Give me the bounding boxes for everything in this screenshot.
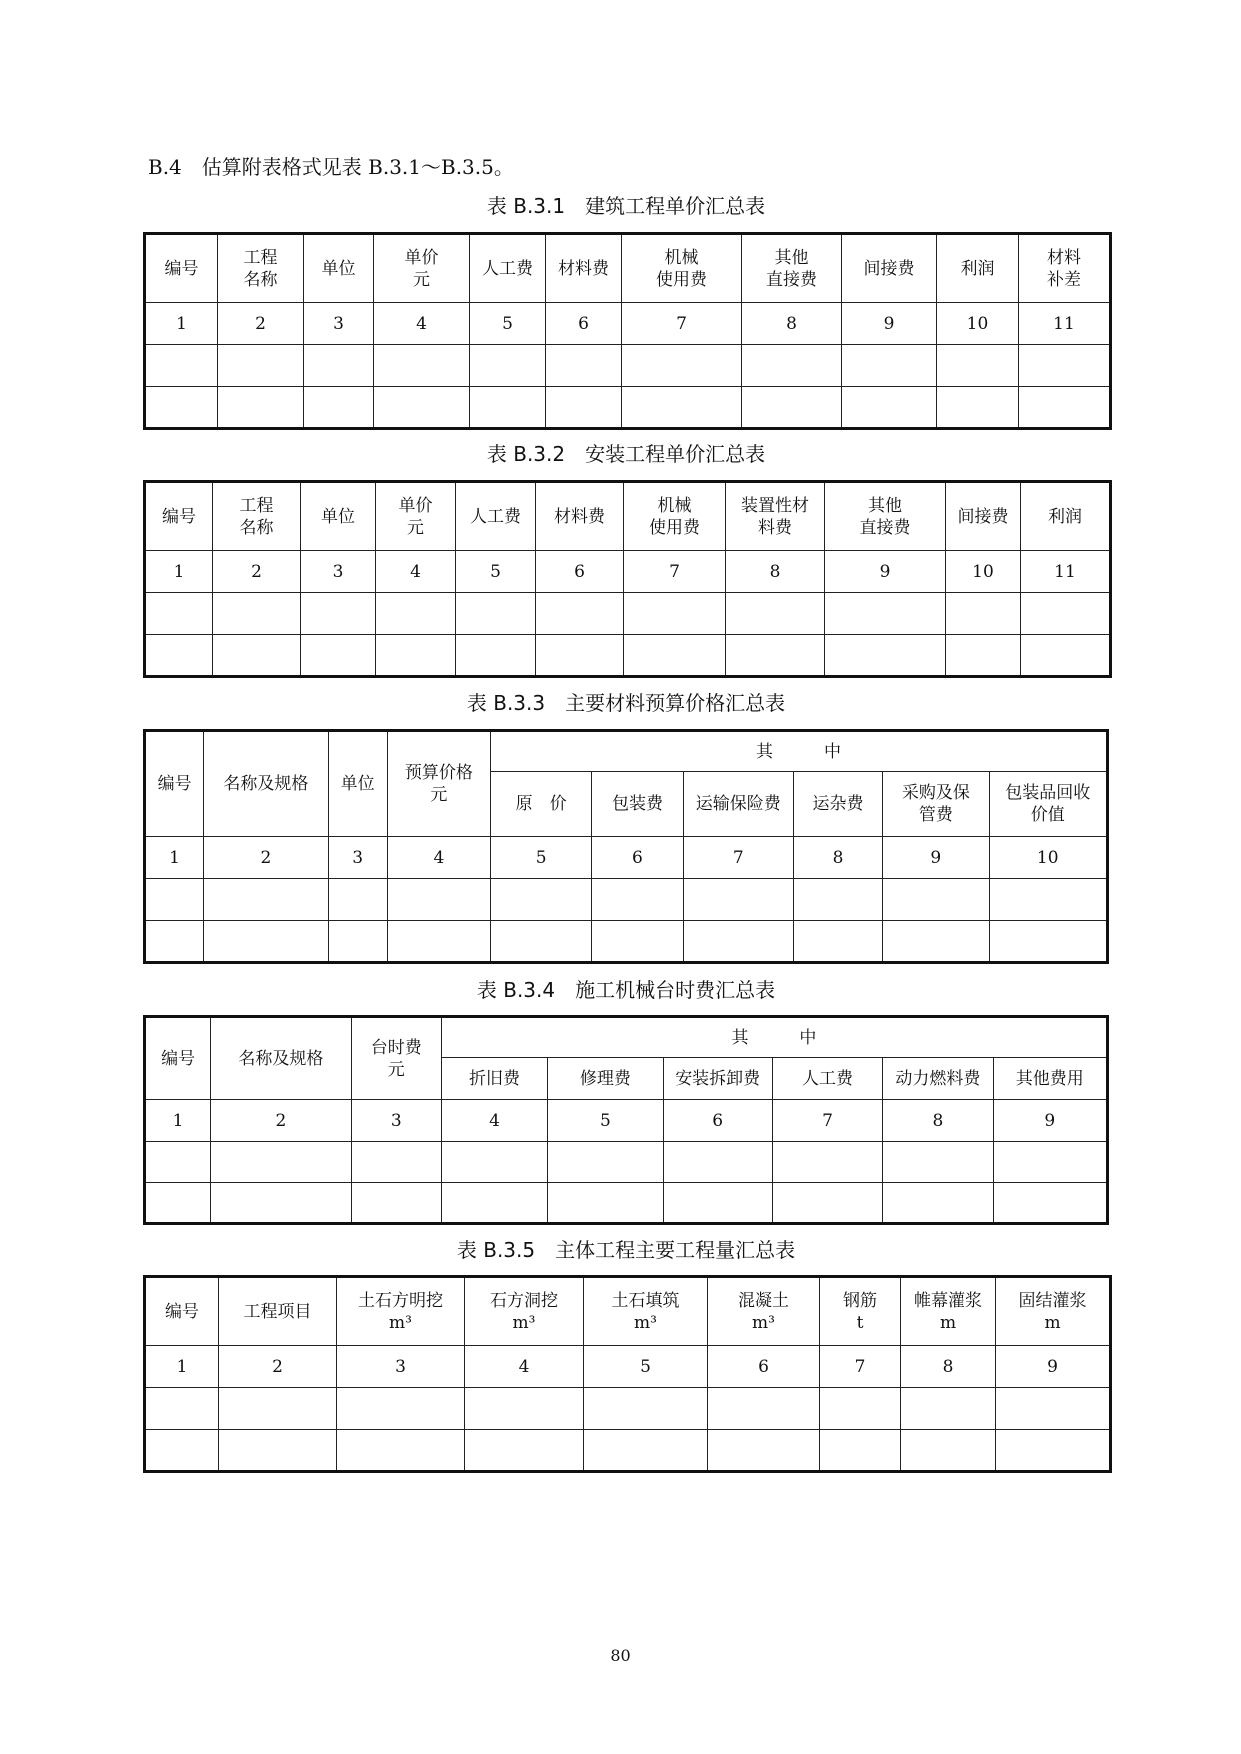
empty-cell	[901, 1430, 996, 1472]
number-cell: 4	[465, 1346, 584, 1388]
number-cell: 8	[742, 303, 842, 345]
intro-text: B.4 估算附表格式见表 B.3.1～B.3.5。	[148, 155, 514, 179]
header-cell: 编号	[145, 482, 213, 551]
empty-cell	[592, 921, 683, 963]
empty-cell	[772, 1142, 882, 1183]
header-cell: 名称及规格	[211, 1017, 351, 1100]
empty-row	[145, 921, 1108, 963]
subheader-cell: 修理费	[548, 1058, 663, 1100]
subheader-cell: 运杂费	[793, 772, 882, 837]
empty-cell	[456, 635, 536, 677]
column-number-row	[145, 837, 1108, 879]
header-cell: 材料 补差	[1019, 234, 1111, 303]
empty-cell	[772, 1183, 882, 1224]
header-cell: 工程 名称	[213, 482, 301, 551]
header-cell: 材料费	[536, 482, 624, 551]
empty-cell	[901, 1388, 996, 1430]
empty-cell	[145, 345, 218, 387]
number-cell: 3	[351, 1100, 441, 1142]
table-b35	[143, 1275, 1112, 1473]
empty-row	[145, 1183, 1108, 1224]
empty-cell	[548, 1142, 663, 1183]
empty-cell	[548, 1183, 663, 1224]
empty-cell	[825, 593, 946, 635]
empty-cell	[470, 387, 546, 429]
column-number-row	[145, 1100, 1108, 1142]
empty-cell	[726, 635, 825, 677]
table-b34-caption: 表 B.3.4 施工机械台时费汇总表	[476, 978, 776, 1002]
empty-cell	[301, 635, 376, 677]
empty-cell	[584, 1430, 708, 1472]
number-cell: 1	[145, 837, 204, 879]
number-cell: 6	[536, 551, 624, 593]
number-cell: 9	[883, 837, 989, 879]
number-cell: 6	[592, 837, 683, 879]
empty-cell	[708, 1388, 820, 1430]
number-cell: 5	[491, 837, 592, 879]
header-cell: 利润	[1021, 482, 1111, 551]
empty-cell	[842, 387, 937, 429]
empty-cell	[946, 635, 1021, 677]
number-cell: 4	[376, 551, 456, 593]
header-cell: 固结灌浆 m	[996, 1277, 1111, 1346]
empty-cell	[301, 593, 376, 635]
empty-cell	[387, 879, 490, 921]
empty-cell	[1021, 593, 1111, 635]
empty-cell	[989, 921, 1108, 963]
header-cell: 装置性材 料费	[726, 482, 825, 551]
empty-cell	[989, 879, 1108, 921]
header-cell: 单位	[328, 731, 387, 837]
header-cell: 钢筋 t	[820, 1277, 901, 1346]
empty-cell	[1019, 345, 1111, 387]
header-cell: 工程 名称	[218, 234, 304, 303]
number-cell: 5	[548, 1100, 663, 1142]
empty-cell	[683, 879, 793, 921]
number-cell: 5	[456, 551, 536, 593]
empty-cell	[145, 1142, 211, 1183]
empty-cell	[624, 635, 726, 677]
empty-cell	[218, 345, 304, 387]
table-b32-caption: 表 B.3.2 安装工程单价汇总表	[486, 442, 766, 466]
header-cell: 间接费	[946, 482, 1021, 551]
number-cell: 3	[304, 303, 374, 345]
empty-cell	[351, 1183, 441, 1224]
empty-cell	[213, 635, 301, 677]
empty-cell	[726, 593, 825, 635]
number-cell: 7	[683, 837, 793, 879]
column-number-row	[145, 551, 1111, 593]
empty-cell	[683, 921, 793, 963]
header-cell: 台时费 元	[351, 1017, 441, 1100]
empty-cell	[996, 1388, 1111, 1430]
empty-row	[145, 345, 1111, 387]
empty-row	[145, 1430, 1111, 1472]
number-cell: 9	[993, 1100, 1107, 1142]
group-header-cell: 其 中	[491, 731, 1108, 772]
number-cell: 2	[219, 1346, 337, 1388]
empty-cell	[825, 635, 946, 677]
column-number-row	[145, 303, 1111, 345]
header-cell: 单价 元	[374, 234, 470, 303]
header-cell: 混凝土 m³	[708, 1277, 820, 1346]
number-cell: 10	[946, 551, 1021, 593]
empty-cell	[842, 345, 937, 387]
header-cell: 编号	[145, 1277, 219, 1346]
empty-cell	[883, 1142, 993, 1183]
empty-cell	[470, 345, 546, 387]
number-cell: 1	[145, 1100, 211, 1142]
empty-cell	[145, 387, 218, 429]
number-cell: 7	[622, 303, 742, 345]
empty-row	[145, 879, 1108, 921]
number-cell: 3	[337, 1346, 465, 1388]
subheader-cell: 原 价	[491, 772, 592, 837]
empty-cell	[328, 921, 387, 963]
empty-cell	[304, 387, 374, 429]
number-cell: 2	[213, 551, 301, 593]
number-cell: 11	[1019, 303, 1111, 345]
empty-cell	[742, 345, 842, 387]
subheader-cell: 折旧费	[441, 1058, 547, 1100]
subheader-cell: 运输保险费	[683, 772, 793, 837]
number-cell: 4	[374, 303, 470, 345]
empty-cell	[820, 1388, 901, 1430]
empty-cell	[1021, 635, 1111, 677]
number-cell: 4	[387, 837, 490, 879]
number-cell: 10	[937, 303, 1019, 345]
number-cell: 8	[883, 1100, 993, 1142]
empty-cell	[1019, 387, 1111, 429]
number-cell: 9	[842, 303, 937, 345]
empty-cell	[536, 635, 624, 677]
subheader-cell: 其他费用	[993, 1058, 1107, 1100]
number-cell: 1	[145, 303, 218, 345]
empty-cell	[993, 1183, 1107, 1224]
empty-cell	[592, 879, 683, 921]
table-b31-caption: 表 B.3.1 建筑工程单价汇总表	[486, 194, 766, 218]
table-b35-caption: 表 B.3.5 主体工程主要工程量汇总表	[456, 1238, 796, 1262]
empty-row	[145, 1388, 1111, 1430]
number-cell: 3	[301, 551, 376, 593]
header-cell: 名称及规格	[204, 731, 328, 837]
empty-row	[145, 387, 1111, 429]
empty-cell	[546, 387, 622, 429]
number-cell: 8	[901, 1346, 996, 1388]
number-cell: 8	[726, 551, 825, 593]
subheader-cell: 安装拆卸费	[663, 1058, 772, 1100]
header-cell: 单位	[301, 482, 376, 551]
header-cell: 预算价格 元	[387, 731, 490, 837]
empty-cell	[993, 1142, 1107, 1183]
empty-cell	[211, 1183, 351, 1224]
table-b31	[143, 232, 1112, 430]
empty-cell	[793, 921, 882, 963]
table-b33-caption: 表 B.3.3 主要材料预算价格汇总表	[466, 691, 786, 715]
empty-cell	[465, 1388, 584, 1430]
empty-cell	[145, 1388, 219, 1430]
empty-row	[145, 1142, 1108, 1183]
empty-cell	[145, 635, 213, 677]
header-cell: 单价 元	[376, 482, 456, 551]
empty-cell	[742, 387, 842, 429]
empty-cell	[491, 879, 592, 921]
empty-cell	[883, 879, 989, 921]
header-cell: 单位	[304, 234, 374, 303]
page-number: 80	[610, 1646, 631, 1665]
number-cell: 5	[470, 303, 546, 345]
number-cell: 9	[825, 551, 946, 593]
empty-cell	[337, 1388, 465, 1430]
header-cell: 人工费	[470, 234, 546, 303]
subheader-cell: 包装品回收 价值	[989, 772, 1108, 837]
empty-cell	[145, 879, 204, 921]
header-cell: 土石方明挖 m³	[337, 1277, 465, 1346]
empty-cell	[218, 387, 304, 429]
header-cell: 土石填筑 m³	[584, 1277, 708, 1346]
empty-cell	[204, 921, 328, 963]
empty-cell	[624, 593, 726, 635]
empty-cell	[204, 879, 328, 921]
header-cell: 石方洞挖 m³	[465, 1277, 584, 1346]
empty-cell	[304, 345, 374, 387]
empty-cell	[946, 593, 1021, 635]
number-cell: 2	[204, 837, 328, 879]
number-cell: 6	[546, 303, 622, 345]
empty-cell	[793, 879, 882, 921]
empty-cell	[351, 1142, 441, 1183]
empty-cell	[376, 635, 456, 677]
empty-cell	[546, 345, 622, 387]
header-cell: 间接费	[842, 234, 937, 303]
table-b32	[143, 480, 1112, 678]
number-cell: 11	[1021, 551, 1111, 593]
empty-cell	[145, 1183, 211, 1224]
empty-cell	[996, 1430, 1111, 1472]
empty-cell	[328, 879, 387, 921]
empty-row	[145, 635, 1111, 677]
empty-row	[145, 593, 1111, 635]
number-cell: 9	[996, 1346, 1111, 1388]
empty-cell	[883, 921, 989, 963]
number-cell: 5	[584, 1346, 708, 1388]
subheader-cell: 包装费	[592, 772, 683, 837]
empty-cell	[376, 593, 456, 635]
empty-cell	[622, 345, 742, 387]
header-cell: 编号	[145, 234, 218, 303]
empty-cell	[219, 1388, 337, 1430]
empty-cell	[337, 1430, 465, 1472]
empty-cell	[145, 1430, 219, 1472]
number-cell: 7	[772, 1100, 882, 1142]
subheader-cell: 采购及保 管费	[883, 772, 989, 837]
group-header-cell: 其 中	[441, 1017, 1107, 1058]
empty-cell	[211, 1142, 351, 1183]
number-cell: 3	[328, 837, 387, 879]
subheader-cell: 动力燃料费	[883, 1058, 993, 1100]
empty-cell	[883, 1183, 993, 1224]
empty-cell	[663, 1183, 772, 1224]
header-cell: 帷幕灌浆 m	[901, 1277, 996, 1346]
number-cell: 7	[820, 1346, 901, 1388]
number-cell: 6	[663, 1100, 772, 1142]
subheader-cell: 人工费	[772, 1058, 882, 1100]
empty-cell	[441, 1183, 547, 1224]
header-cell: 编号	[145, 731, 204, 837]
number-cell: 7	[624, 551, 726, 593]
header-cell: 机械 使用费	[622, 234, 742, 303]
number-cell: 2	[218, 303, 304, 345]
empty-cell	[219, 1430, 337, 1472]
header-cell: 利润	[937, 234, 1019, 303]
empty-cell	[584, 1388, 708, 1430]
header-cell: 机械 使用费	[624, 482, 726, 551]
header-cell: 工程项目	[219, 1277, 337, 1346]
empty-cell	[536, 593, 624, 635]
empty-cell	[491, 921, 592, 963]
table-b33	[143, 729, 1109, 964]
number-cell: 2	[211, 1100, 351, 1142]
empty-cell	[937, 387, 1019, 429]
empty-cell	[708, 1430, 820, 1472]
number-cell: 6	[708, 1346, 820, 1388]
empty-cell	[145, 593, 213, 635]
column-number-row	[145, 1346, 1111, 1388]
empty-cell	[213, 593, 301, 635]
empty-cell	[456, 593, 536, 635]
header-cell: 人工费	[456, 482, 536, 551]
empty-cell	[374, 387, 470, 429]
number-cell: 10	[989, 837, 1108, 879]
empty-cell	[374, 345, 470, 387]
header-cell: 编号	[145, 1017, 211, 1100]
empty-cell	[663, 1142, 772, 1183]
table-b34	[143, 1015, 1109, 1225]
number-cell: 8	[793, 837, 882, 879]
empty-cell	[937, 345, 1019, 387]
header-cell: 其他 直接费	[825, 482, 946, 551]
empty-cell	[387, 921, 490, 963]
number-cell: 1	[145, 1346, 219, 1388]
header-cell: 材料费	[546, 234, 622, 303]
empty-cell	[441, 1142, 547, 1183]
empty-cell	[465, 1430, 584, 1472]
empty-cell	[145, 921, 204, 963]
empty-cell	[820, 1430, 901, 1472]
empty-cell	[622, 387, 742, 429]
number-cell: 4	[441, 1100, 547, 1142]
header-cell: 其他 直接费	[742, 234, 842, 303]
number-cell: 1	[145, 551, 213, 593]
